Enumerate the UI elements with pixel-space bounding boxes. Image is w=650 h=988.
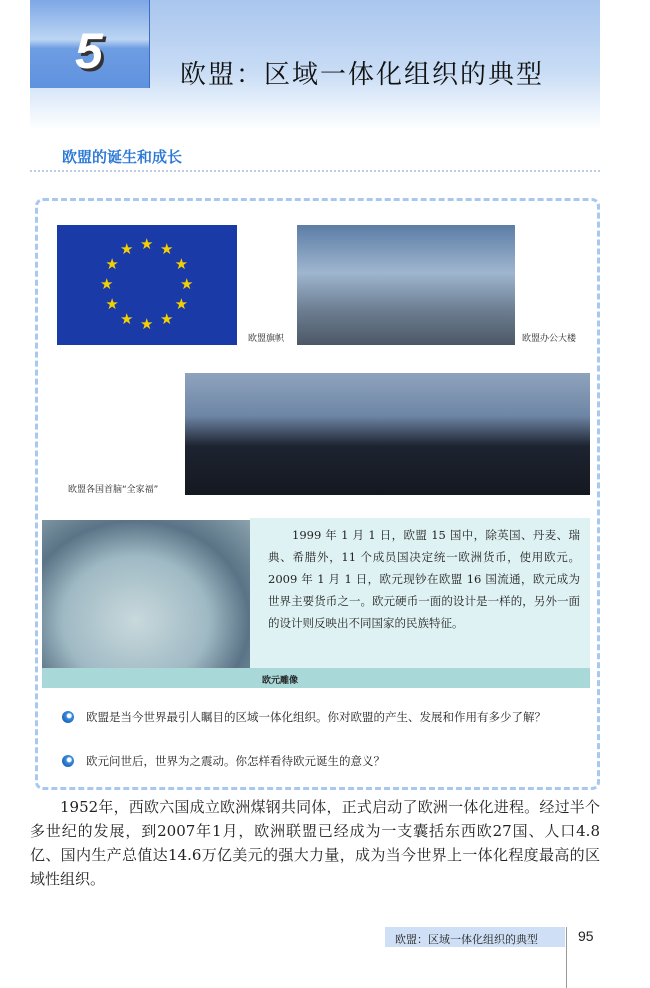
footer-divider: [566, 927, 567, 988]
page-number: 95: [578, 928, 594, 944]
eu-building-image: [297, 225, 515, 345]
euro-caption: 欧元雕像: [262, 676, 299, 686]
star-icon: ★: [160, 240, 174, 259]
star-icon: ★: [120, 309, 134, 328]
star-icon: ★: [105, 255, 119, 273]
caption-band: [42, 668, 590, 688]
flag-caption: 欧盟旗帜: [248, 334, 285, 344]
chapter-number: 5: [75, 23, 103, 79]
body-paragraph: 1952年，西欧六国成立欧洲煤钢共同体，正式启动了欧洲一体化进程。经过半个多世纪的发展，到2007年1月，欧洲联盟已经成为一支囊括东西欧27国、人口4.8亿、国内生产总值达14.6万亿美元的强大力量，成为当今世界上一体化程度最高的区域性组织。: [30, 798, 600, 888]
eu-flag-image: [57, 225, 237, 345]
star-icon: ★: [174, 255, 189, 273]
leaders-group-photo: [185, 373, 590, 495]
running-title: 欧盟：区域一体化组织的典型: [385, 927, 565, 947]
star-icon: ★: [160, 309, 174, 328]
bullet-icon: [62, 755, 74, 767]
section-heading: 欧盟的诞生和成长: [62, 148, 183, 166]
question-1: 欧盟是当今世界最引人瞩目的区域一体化组织。你对欧盟的产生、发展和作用有多少了解？: [62, 706, 582, 728]
bullet-icon: [62, 711, 74, 723]
star-icon: ★: [174, 295, 189, 313]
star-icon: ★: [140, 235, 154, 253]
star-icon: ★: [105, 295, 119, 313]
star-icon: ★: [140, 315, 154, 333]
building-caption: 欧盟办公大楼: [522, 334, 577, 344]
question-2: 欧元问世后，世界为之震动。你怎样看待欧元诞生的意义？: [62, 750, 582, 772]
star-icon: ★: [180, 275, 194, 293]
euro-text: 1999 年 1 月 1 日，欧盟 15 国中，除英国、丹麦、瑞典、希腊外，11 个成员国决定统一欧洲货币，使用欧元。2009 年 1 月 1 日，欧元现钞在欧盟 16 国流通，欧元成为世界主要货币之一。欧元硬币一面的设计是一样的，另外一面的设计则反映出不同国家的民族特征。: [250, 518, 590, 668]
star-icon: ★: [100, 275, 114, 293]
divider: [30, 170, 600, 172]
euro-sculpture-image: [42, 520, 250, 688]
chapter-title: 欧盟：区域一体化组织的典型: [180, 60, 545, 90]
group-caption: 欧盟各国首脑“全家福”: [68, 485, 159, 495]
star-icon: ★: [120, 240, 134, 259]
